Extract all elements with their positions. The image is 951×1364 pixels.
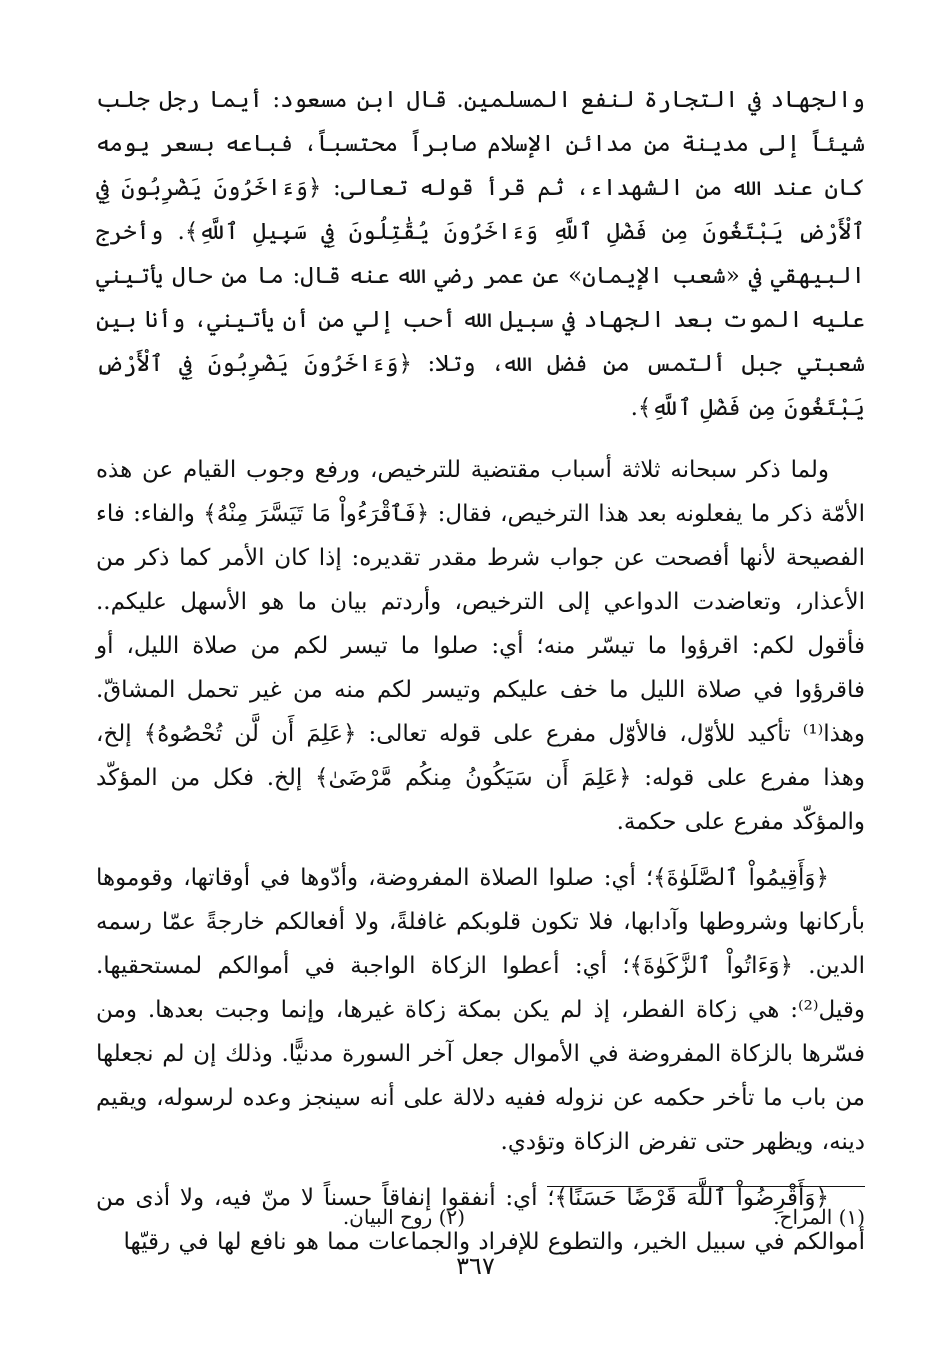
footnote-1: (١) المراح.	[773, 1205, 865, 1229]
paragraph-1: والجهاد في التجارة لنفع المسلمين. قال ابن مسعود: أيما رجل جلب شيئاً إلى مدينة من مدائن الإسلام صابراً محتسباً، فباعه بسعر يومه كان عند الله من الشهداء، ثم قرأ قوله تعالى: ﴿وَءَاخَرُونَ يَضْرِبُونَ فِي ٱلْأَرْضِ يَبْتَغُونَ مِن فَضْلِ ٱللَّهِ وَءَاخَرُونَ يُقَٰتِلُونَ فِي سَبِيلِ ٱللَّهِ﴾. وأخرج البيهقي في «شعب الإيمان» عن عمر رضي الله عنه قال: ما من حال يأتيني عليه الموت بعد الجهاد في سبيل الله أحب إلي من أن يأتيني، وأنا بين شعبتي جبل ألتمس من فضل الله، وتلا: ﴿وَءَاخَرُونَ يَضْرِبُونَ فِي ٱلْأَرْضِ يَبْتَغُونَ مِن فَضْلِ ٱللَّهِ﴾.	[96, 87, 865, 421]
paragraph-4: ﴿وَأَقْرِضُواْ ٱللَّهَ قَرْضًا حَسَنًا﴾؛ أي: أنفقوا إنفاقاً حسناً لا منّ فيه، ولا أذى من أموالكم في سبيل الخير، والتطوع للإفراد والجماعات مما هو نافع لها في رقيّها	[96, 1185, 865, 1255]
page-number: ٣٦٧	[456, 1252, 495, 1280]
footnotes	[96, 1200, 865, 1234]
main-text	[96, 78, 865, 1264]
footnote-2: (٢) روح البيان.	[342, 1205, 465, 1229]
footnote-divider	[547, 1186, 865, 1187]
paragraph-3: ﴿وَأَقِيمُواْ ٱلصَّلَوٰةَ﴾؛ أي: صلوا الصلاة المفروضة، وأدّوها في أوقاتها، وقوموها بأركانها وشروطها وآدابها، فلا تكون قلوبكم غافلةً، ولا أفعالكم خارجةً عمّا رسمه الدين. ﴿وَءَاتُواْ ٱلزَّكَوٰةَ﴾؛ أي: أعطوا الزكاة الواجبة في أموالكم لمستحقيها. وقيل⁽²⁾: هي زكاة الفطر، إذ لم يكن بمكة زكاة غيرها، وإنما وجبت بعدها. ومن فسّرها بالزكاة المفروضة في الأموال جعل آخر السورة مدنيًّا. وذلك إن لم نجعلها من باب ما تأخر حكمه عن نزوله ففيه دلالة على أنه سينجز وعده لرسوله، ويقيم دينه، ويظهر حتى تفرض الزكاة وتؤدي.	[96, 865, 865, 1155]
paragraph-2: ولما ذكر سبحانه ثلاثة أسباب مقتضية للترخيص، ورفع وجوب القيام عن هذه الأمّة ذكر ما يفعلونه بعد هذا الترخيص، فقال: ﴿فَٱقْرَءُواْ مَا تَيَسَّرَ مِنْهُ﴾ والفاء: فاء الفصيحة لأنها أفصحت عن جواب شرط مقدر تقديره: إذا كان الأمر كما ذكر من الأعذار، وتعاضدت الدواعي إلى الترخيص، وأردتم بيان ما هو الأسهل عليكم.. فأقول لكم: اقرؤوا ما تيسّر منه؛ أي: صلوا ما تيسر لكم من صلاة الليل، أو فاقرؤوا في صلاة الليل ما خف عليكم وتيسر لكم منه من غير تحمل المشاقّ. وهذا⁽¹⁾ تأكيد للأوّل، فالأوّل مفرع على قوله تعالى: ﴿عَلِمَ أَن لَّن تُحْصُوهُ﴾ إلخ، وهذا مفرع على قوله: ﴿عَلِمَ أَن سَيَكُونُ مِنكُم مَّرْضَىٰ﴾ إلخ. فكل من المؤكّد والمؤكّد مفرع على حكمة.	[96, 457, 865, 835]
